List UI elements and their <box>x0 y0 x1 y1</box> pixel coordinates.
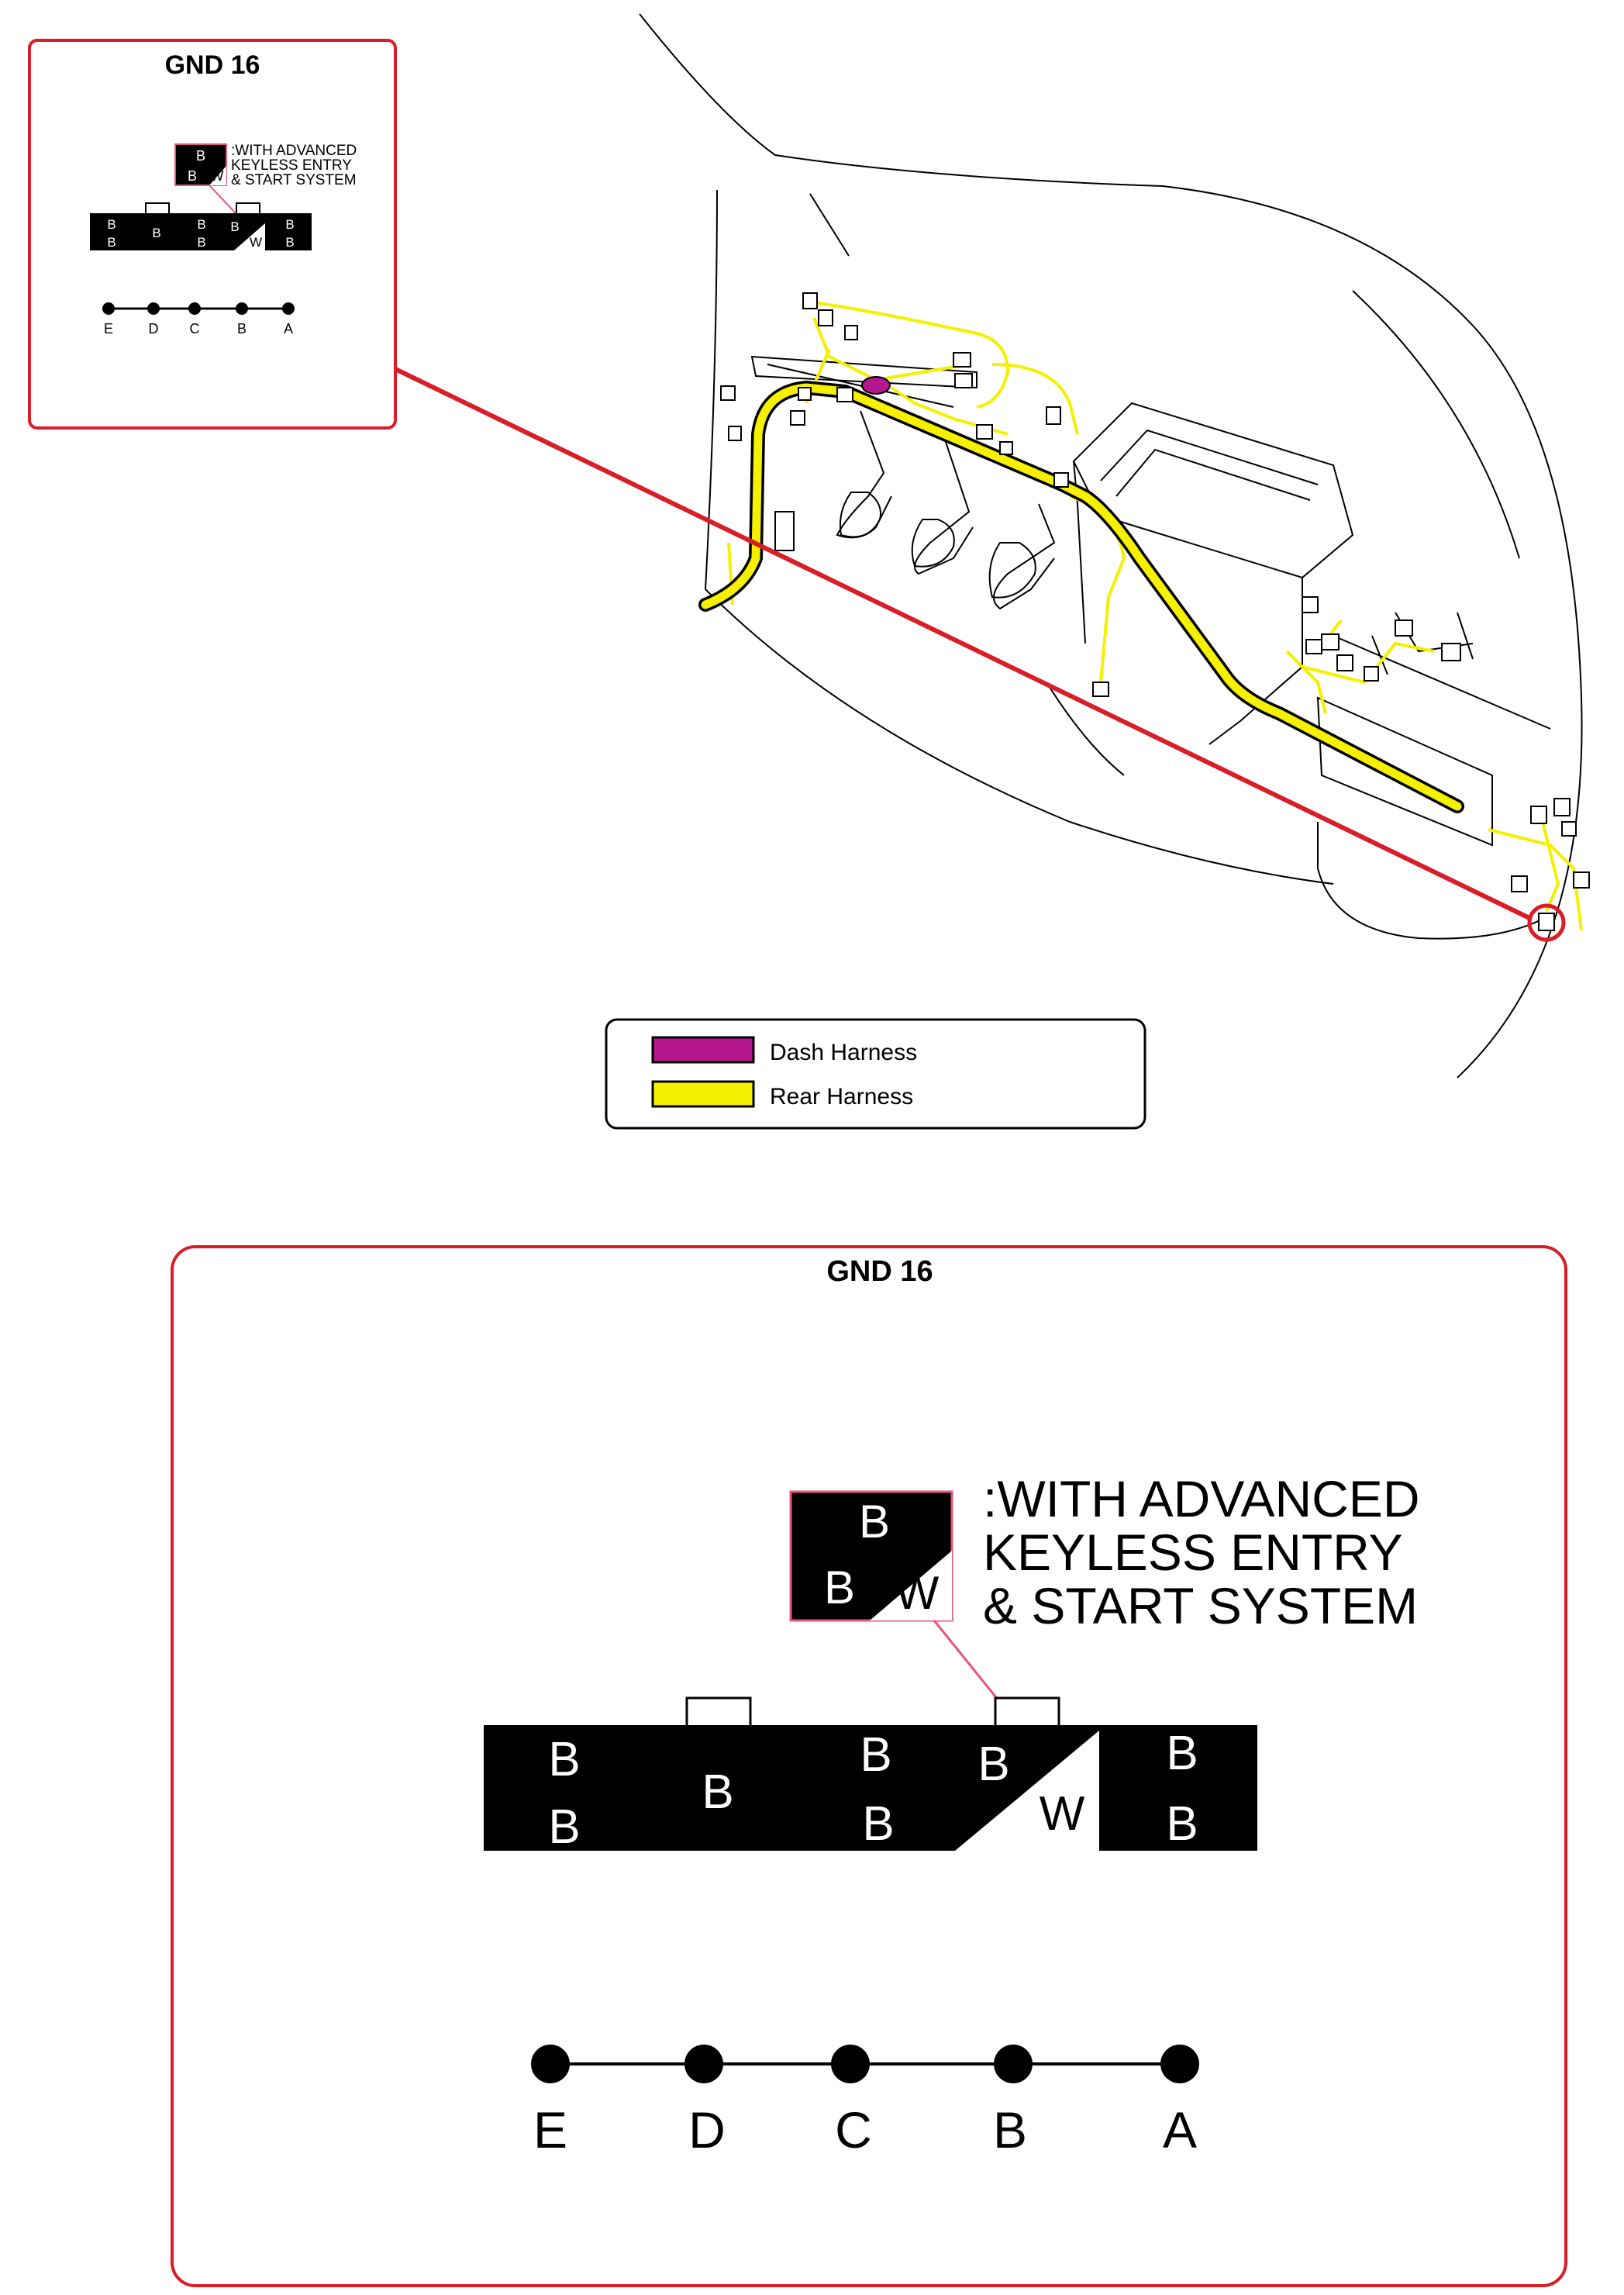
pin-col5-top: B <box>1166 1727 1198 1780</box>
svg-text:B: B <box>107 235 116 250</box>
detail-note-line-1: :WITH ADVANCED <box>983 1470 1420 1527</box>
top-inset-terminal-e <box>102 302 115 315</box>
svg-text:B: B <box>858 1496 891 1548</box>
harness-legend <box>606 1020 1145 1128</box>
terminal-e <box>531 2045 570 2083</box>
dash-harness-segment <box>862 377 890 394</box>
pin-col4-bottom: W <box>1039 1787 1085 1841</box>
top-inset-terminal-c <box>188 302 201 315</box>
legend-frame <box>606 1020 1145 1128</box>
svg-text:B: B <box>107 217 116 232</box>
legend-swatch-dash-harness <box>653 1037 753 1062</box>
svg-text:A: A <box>283 321 294 336</box>
legend-swatch-rear-harness <box>653 1082 753 1106</box>
terminal-label-c: C <box>835 2101 872 2159</box>
pin-col2: B <box>702 1765 734 1819</box>
svg-text:E: E <box>103 321 114 336</box>
svg-text:B: B <box>197 217 206 232</box>
top-inset-terminal-a <box>282 302 295 315</box>
terminal-a <box>1160 2045 1199 2083</box>
connector-latch-left <box>687 1698 750 1727</box>
pin-col1-bottom: B <box>548 1800 581 1854</box>
terminal-label-a: A <box>1162 2101 1198 2159</box>
top-inset-note-line-2: KEYLESS ENTRY <box>231 157 352 174</box>
svg-text:B: B <box>285 217 295 232</box>
connector-latch-right <box>995 1698 1059 1727</box>
detail-note-line-3: & START SYSTEM <box>983 1577 1419 1634</box>
detail-title: GND 16 <box>826 1255 933 1288</box>
pin-col3-top: B <box>860 1728 892 1782</box>
pin-col4-top: B <box>978 1738 1010 1791</box>
detail-variant-connector <box>791 1492 952 1620</box>
top-inset <box>29 40 395 428</box>
terminal-d <box>684 2045 723 2083</box>
terminal-c <box>831 2045 870 2083</box>
pin-col3-bottom: B <box>862 1797 895 1851</box>
svg-text:W: W <box>249 235 263 250</box>
terminal-label-e: E <box>533 2101 568 2159</box>
terminal-label-b: B <box>992 2101 1028 2159</box>
svg-text:C: C <box>189 321 200 336</box>
rear-harness-trunk <box>705 388 1457 806</box>
legend-label-dash-harness: Dash Harness <box>770 1040 918 1065</box>
svg-text:B: B <box>230 219 240 234</box>
top-inset-note-line-1: :WITH ADVANCED <box>231 143 357 159</box>
callout-leader-line <box>395 369 1531 919</box>
svg-text:W: W <box>210 168 224 184</box>
svg-text:B: B <box>285 235 295 250</box>
svg-text:B: B <box>152 226 161 240</box>
svg-text:B: B <box>823 1562 856 1613</box>
pin-col1-top: B <box>548 1733 581 1786</box>
top-inset-note-line-3: & START SYSTEM <box>231 172 357 188</box>
svg-text:B: B <box>236 321 247 336</box>
detail-note-line-2: KEYLESS ENTRY <box>983 1524 1403 1581</box>
top-inset-terminal-d <box>147 302 160 315</box>
detail-panel <box>172 1247 1566 2286</box>
svg-text:W: W <box>895 1567 940 1619</box>
terminal-label-d: D <box>688 2101 726 2159</box>
top-inset-terminal-b <box>236 302 248 315</box>
svg-text:B: B <box>197 235 206 250</box>
svg-text:D: D <box>148 321 159 336</box>
svg-text:B: B <box>187 168 198 184</box>
svg-text:B: B <box>195 148 206 164</box>
terminal-b <box>994 2045 1033 2083</box>
legend-label-rear-harness: Rear Harness <box>770 1084 914 1110</box>
top-inset-title: GND 16 <box>164 50 260 80</box>
pin-col5-bottom: B <box>1166 1797 1198 1851</box>
